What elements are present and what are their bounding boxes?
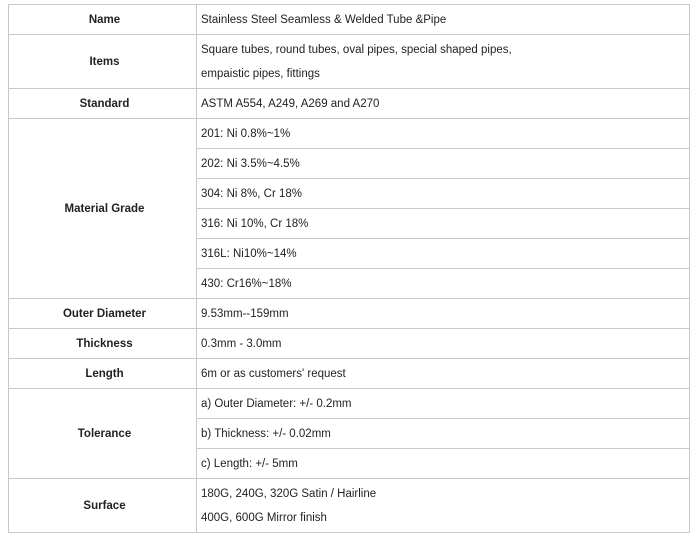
row-label-outer-diameter: Outer Diameter	[9, 299, 197, 329]
table-row	[9, 359, 690, 389]
items-line-2: empaistic pipes, fittings	[201, 67, 320, 80]
table-row	[9, 89, 690, 119]
spec-table	[8, 4, 690, 533]
tolerance-length: c) Length: +/- 5mm	[197, 449, 690, 479]
table-row	[9, 119, 690, 149]
row-label-surface: Surface	[9, 479, 197, 533]
material-grade-304: 304: Ni 8%, Cr 18%	[197, 179, 690, 209]
row-label-length: Length	[9, 359, 197, 389]
row-value-length: 6m or as customers' request	[197, 359, 690, 389]
material-grade-201: 201: Ni 0.8%~1%	[197, 119, 690, 149]
table-row	[9, 389, 690, 419]
row-label-items: Items	[9, 35, 197, 89]
row-value-items	[197, 35, 690, 89]
row-label-material-grade: Material Grade	[9, 119, 197, 299]
row-value-standard: ASTM A554, A249, A269 and A270	[197, 89, 690, 119]
material-grade-430: 430: Cr16%~18%	[197, 269, 690, 299]
row-label-name: Name	[9, 5, 197, 35]
table-row	[9, 5, 690, 35]
table-row	[9, 35, 690, 89]
material-grade-316: 316: Ni 10%, Cr 18%	[197, 209, 690, 239]
table-row	[9, 479, 690, 533]
row-label-standard: Standard	[9, 89, 197, 119]
tolerance-outer-diameter: a) Outer Diameter: +/- 0.2mm	[197, 389, 690, 419]
surface-line-1: 180G, 240G, 320G Satin / Hairline	[201, 487, 377, 500]
row-label-tolerance: Tolerance	[9, 389, 197, 479]
row-value-surface	[197, 479, 690, 533]
material-grade-316l: 316L: Ni10%~14%	[197, 239, 690, 269]
row-label-thickness: Thickness	[9, 329, 197, 359]
table-row	[9, 329, 690, 359]
items-line-1: Square tubes, round tubes, oval pipes, special shaped pipes,	[201, 43, 512, 56]
surface-line-2: 400G, 600G Mirror finish	[201, 511, 327, 524]
material-grade-202: 202: Ni 3.5%~4.5%	[197, 149, 690, 179]
row-value-name: Stainless Steel Seamless & Welded Tube &Pipe	[197, 5, 690, 35]
row-value-outer-diameter: 9.53mm--159mm	[197, 299, 690, 329]
tolerance-thickness: b) Thickness: +/- 0.02mm	[197, 419, 690, 449]
row-value-thickness: 0.3mm - 3.0mm	[197, 329, 690, 359]
table-row	[9, 299, 690, 329]
